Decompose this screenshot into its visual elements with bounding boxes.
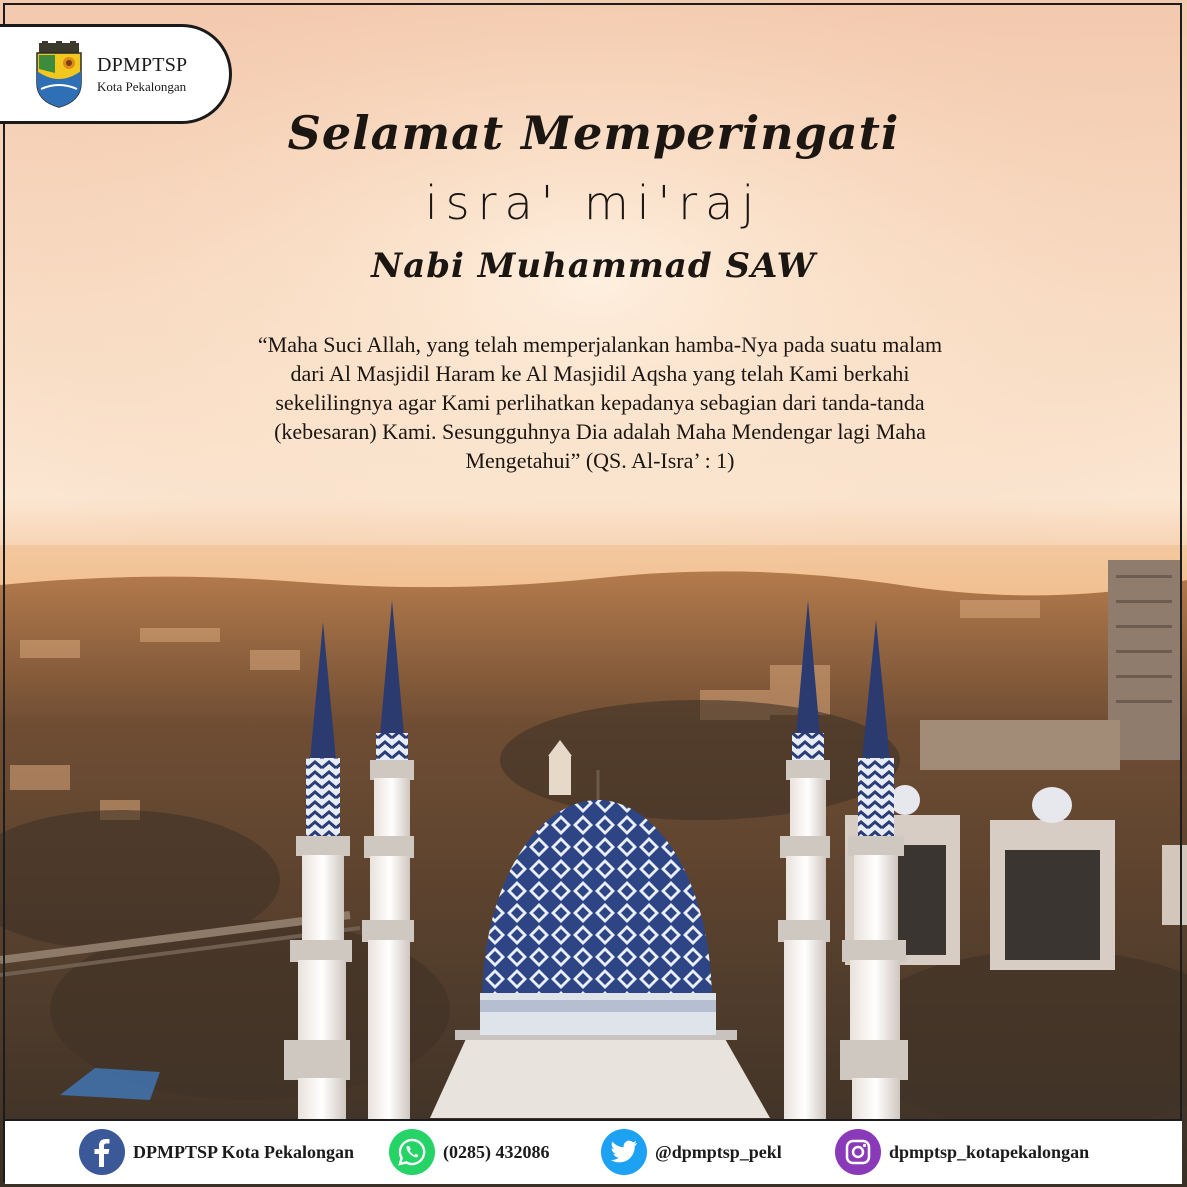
quran-quote [130, 330, 1070, 475]
greeting-line-1: Selamat Memperingati [287, 106, 900, 160]
contact-instagram[interactable] [835, 1129, 1089, 1175]
logo-title: DPMPTSP [97, 54, 188, 76]
greeting-line-2: isra' mi'raj [424, 176, 763, 230]
quote-line: (kebesaran) Kami. Sesungguhnya Dia adalah Maha Mendengar lagi Maha [274, 419, 926, 444]
contact-facebook[interactable] [79, 1129, 354, 1175]
logo-subtitle: Kota Pekalongan [97, 79, 187, 94]
facebook-handle: DPMPTSP Kota Pekalongan [133, 1141, 355, 1162]
greeting-line-3: Nabi Muhammad SAW [371, 246, 816, 286]
contact-footer [5, 1119, 1182, 1184]
quote-line: Mengetahui” (QS. Al-Isra’ : 1) [465, 448, 735, 473]
twitter-handle: @dpmptsp_pekl [655, 1141, 782, 1162]
quote-line: sekelilingnya agar Kami perlihatkan kepadanya sebagian dari tanda-tanda [275, 390, 925, 415]
quote-line: dari Al Masjidil Haram ke Al Masjidil Aqsha yang telah Kami berkahi [290, 361, 910, 386]
facebook-icon [79, 1129, 125, 1175]
contact-whatsapp[interactable] [389, 1129, 550, 1175]
instagram-icon [835, 1129, 881, 1175]
twitter-icon [601, 1129, 647, 1175]
whatsapp-number: (0285) 432086 [443, 1141, 550, 1162]
contact-twitter[interactable] [601, 1129, 782, 1175]
city-emblem-icon [33, 41, 85, 109]
quote-line: “Maha Suci Allah, yang telah memperjalankan hamba-Nya pada suatu malam [257, 332, 943, 357]
instagram-handle: dpmptsp_kotapekalongan [889, 1141, 1090, 1162]
whatsapp-icon [389, 1129, 435, 1175]
